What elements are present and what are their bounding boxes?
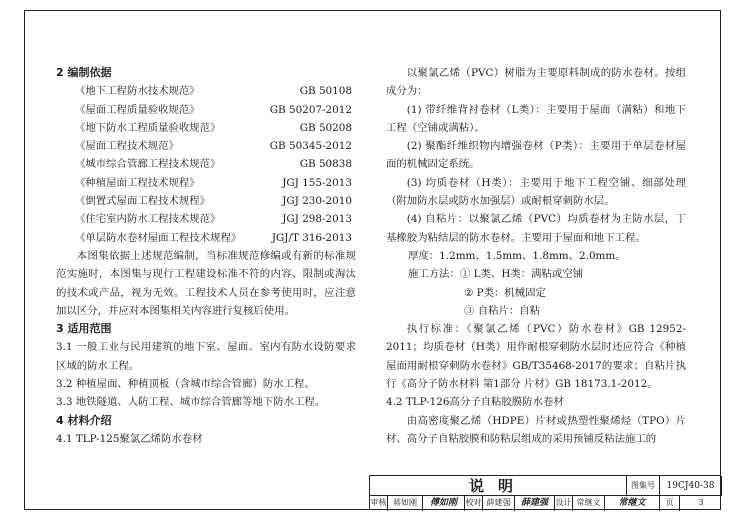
heading-materials: 4 材料介绍: [56, 413, 112, 427]
page-label: 页: [660, 496, 680, 511]
standard-row: [56, 210, 356, 228]
standard-name: 《种植屋面工程技术规程》: [75, 176, 200, 189]
standard-code: GB 50345-2012: [269, 140, 352, 153]
standard-code: GB 50838: [299, 158, 352, 171]
atlas-label: 图集号: [627, 476, 660, 496]
standard-name: 《地下防水工程质量验收规范》: [75, 121, 221, 134]
pvc-item-1: (1) 带纤维背衬卷材（L类）：主要用于屋面（满粘）和地下工程（空铺或满粘）。: [386, 103, 686, 134]
scope-item-2: 3.2 种植屋面、种植顶板（含城市综合管廊）防水工程。: [56, 378, 315, 391]
thickness: 厚度：1.2mm、1.5mm、1.8mm、2.0mm。: [408, 249, 626, 262]
scope-item-1: 3.1 一般工业与民用建筑的地下室、屋面、室内有防水设防要求区域的防水工程。: [56, 341, 356, 372]
method-1: ① L类、H类：满粘或空铺: [459, 268, 584, 281]
standard-name: 《屋面工程质量验收规范》: [75, 103, 200, 116]
reviewer-signature: 傅如刚: [423, 496, 465, 511]
methods-line-1: [386, 265, 686, 283]
check-label: 校对: [465, 496, 483, 511]
sheet-title: 说明: [370, 476, 627, 496]
standard-row: [56, 229, 356, 247]
material-4-1: 4.1 TLP-125聚氯乙烯防水卷材: [56, 432, 203, 445]
standard-row: [56, 82, 356, 100]
standard-row: [56, 192, 356, 210]
design-label: 设计: [555, 496, 573, 511]
standards-list: [56, 82, 356, 247]
method-3: ③ 自粘片：自粘: [464, 304, 541, 317]
heading-references: 2 编制依据: [56, 66, 112, 79]
pvc-item-3: (3) 均质卷材（H类）：主要用于地下工程空铺、细部处理（附加防水层或防水加强层）或耐根穿刺防水层。: [386, 176, 686, 208]
page-number: 3: [698, 498, 704, 507]
standard-name: 《城市综合管廊工程技术规范》: [75, 158, 221, 171]
scope-item-3: 3.3 地铁隧道、人防工程、城市综合管廊等地下防水工程。: [56, 396, 326, 409]
designer-signature: 常继文: [605, 496, 660, 511]
method-2: ② P类：机械固定: [464, 286, 546, 299]
standard-code: JGJ 298-2013: [282, 213, 352, 226]
standard-name: 《屋面工程技术规范》: [75, 140, 179, 153]
methods-label: 施工方法：: [408, 268, 460, 281]
left-column: [56, 64, 356, 448]
atlas-number: 19CJ40-38: [660, 476, 722, 496]
standard-row: [56, 174, 356, 192]
para-4-2: 由高密度聚乙烯（HDPE）片材或热塑性聚烯烃（TPO）片材、高分子自粘胶膜和防粘层组成的采用预铺反粘法施工的: [386, 414, 686, 445]
standard-row: [56, 137, 356, 155]
standard-name: 《倒置式屋面工程技术规程》: [75, 195, 211, 208]
standard-code: GB 50208: [299, 121, 352, 134]
exec-standard: 执行标准：《聚氯乙烯（PVC）防水卷材》GB 12952-2011；均质卷材（H类）用作耐根穿刺防水层时还应符合《种植屋面用耐根穿刺防水卷材》GB/T35468-2017的要求；自粘片执行《高分子防水材料 第1部分 片材》GB 18173.1-2012。: [386, 323, 686, 391]
standard-code: GB 50207-2012: [269, 103, 352, 116]
checker-signature: 薛建强: [515, 496, 555, 511]
title-block: [369, 475, 721, 510]
pvc-intro: 以聚氯乙烯（PVC）树脂为主要原料制成的防水卷材。按组成分为：: [386, 67, 686, 98]
review-label: 审核: [370, 496, 388, 511]
standard-code: JGJ 230-2010: [282, 195, 352, 208]
note-paragraph: 本图集依据上述规范编制，当标准规范修编或有新的标准规范实施时，本图集与现行工程建设标准不符的内容、限制或淘汰的技术或产品，视为无效。工程技术人员在参考使用时，应注意加以区分，并应对本图集相关内容进行复核后使用。: [56, 249, 356, 317]
heading-scope: 3 适用范围: [56, 322, 112, 336]
standard-code: JGJ 155-2013: [282, 176, 352, 189]
standard-row: [56, 155, 356, 173]
standard-name: 《住宅室内防水工程技术规范》: [75, 213, 221, 226]
standard-name: 《地下工程防水技术规范》: [75, 85, 200, 98]
designer-name: 常继文: [573, 496, 605, 511]
standard-name: 《单层防水卷材屋面工程技术规程》: [75, 231, 242, 244]
standard-row: [56, 119, 356, 137]
standard-row: [56, 101, 356, 119]
checker-name: 薛建强: [483, 496, 515, 511]
standard-code: GB 50108: [299, 85, 352, 98]
reviewer-name: 蒋如刚: [388, 496, 423, 511]
pvc-item-4: (4) 自粘片：以聚氯乙烯（PVC）均质卷材为主防水层，丁基橡胶为粘结层的防水卷材。主要用于屋面和地下工程。: [386, 213, 686, 244]
right-column: [386, 64, 686, 448]
pvc-item-2: (2) 聚酯纤维织物内增强卷材（P类）：主要用于单层卷材屋面的机械固定系统。: [386, 140, 686, 171]
heading-4-2: 4.2 TLP-126高分子自粘胶膜防水卷材: [386, 396, 564, 409]
standard-code: JGJ/T 316-2013: [271, 231, 352, 244]
